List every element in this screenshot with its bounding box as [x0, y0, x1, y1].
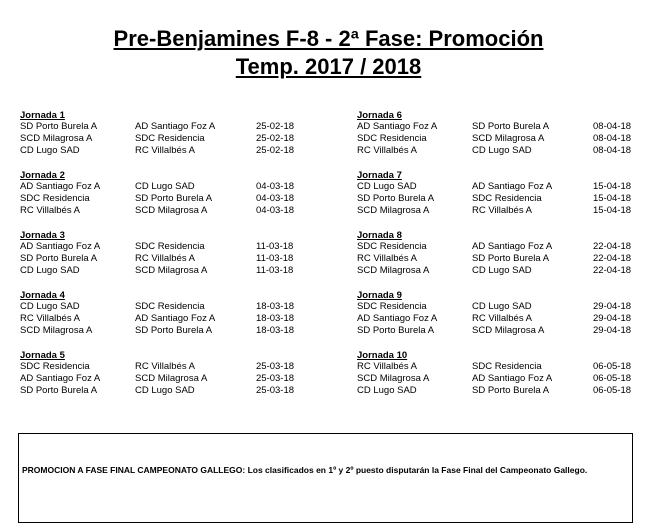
match-date: 15-04-18 — [593, 193, 632, 204]
round-title: Jornada 9 — [357, 290, 402, 301]
match-date: 11-03-18 — [256, 241, 294, 252]
away-team: RC Villalbés A — [472, 205, 533, 216]
match-date: 22-04-18 — [593, 265, 632, 276]
match-date: 06-05-18 — [593, 385, 632, 396]
away-team: RC Villalbés A — [135, 361, 196, 372]
round-block — [357, 350, 632, 411]
match-date: 04-03-18 — [256, 193, 295, 204]
away-team: SCD Milagrosa A — [135, 373, 208, 384]
round-title: Jornada 5 — [20, 350, 65, 361]
match-date: 18-03-18 — [256, 301, 295, 312]
match-date: 25-02-18 — [256, 145, 295, 156]
home-team: AD Santiago Foz A — [357, 313, 438, 324]
home-team: SDC Residencia — [357, 133, 427, 144]
match-date: 25-03-18 — [256, 361, 295, 372]
round-block — [357, 290, 632, 351]
match-row — [20, 241, 294, 253]
match-row — [357, 253, 632, 265]
match-row — [20, 133, 295, 145]
match-date: 18-03-18 — [256, 325, 295, 336]
match-row — [357, 193, 632, 205]
match-row — [20, 253, 294, 265]
match-row — [357, 325, 632, 337]
home-team: RC Villalbés A — [20, 313, 81, 324]
away-team: RC Villalbés A — [135, 145, 196, 156]
away-team: SDC Residencia — [135, 301, 205, 312]
match-date: 08-04-18 — [593, 121, 632, 132]
match-row — [357, 181, 632, 193]
home-team: AD Santiago Foz A — [20, 181, 101, 192]
match-date: 06-05-18 — [593, 361, 632, 372]
match-date: 25-03-18 — [256, 385, 295, 396]
away-team: SDC Residencia — [135, 241, 205, 252]
away-team: SDC Residencia — [472, 361, 542, 372]
match-row — [20, 301, 295, 313]
home-team: RC Villalbés A — [357, 145, 418, 156]
match-row — [357, 361, 632, 373]
home-team: SCD Milagrosa A — [357, 265, 430, 276]
match-date: 08-04-18 — [593, 133, 632, 144]
match-row — [357, 301, 632, 313]
away-team: AD Santiago Foz A — [135, 313, 216, 324]
home-team: CD Lugo SAD — [20, 145, 80, 156]
match-date: 29-04-18 — [593, 313, 632, 324]
home-team: SCD Milagrosa A — [357, 373, 430, 384]
home-team: CD Lugo SAD — [20, 301, 80, 312]
match-date: 04-03-18 — [256, 181, 295, 192]
round-block — [20, 230, 294, 291]
round-block — [20, 290, 295, 351]
match-row — [20, 145, 295, 157]
round-title: Jornada 6 — [357, 110, 402, 121]
match-row — [20, 181, 295, 193]
match-row — [20, 325, 295, 337]
match-date: 06-05-18 — [593, 373, 632, 384]
home-team: SD Porto Burela A — [357, 193, 435, 204]
away-team: CD Lugo SAD — [135, 385, 195, 396]
match-date: 04-03-18 — [256, 205, 295, 216]
away-team: SD Porto Burela A — [135, 325, 213, 336]
match-date: 15-04-18 — [593, 205, 632, 216]
home-team: CD Lugo SAD — [357, 181, 417, 192]
away-team: SD Porto Burela A — [472, 253, 550, 264]
match-date: 25-02-18 — [256, 133, 295, 144]
match-row — [20, 361, 295, 373]
home-team: SD Porto Burela A — [20, 385, 98, 396]
home-team: SCD Milagrosa A — [357, 205, 430, 216]
away-team: SCD Milagrosa A — [472, 325, 545, 336]
round-title: Jornada 3 — [20, 230, 65, 241]
away-team: SD Porto Burela A — [135, 193, 213, 204]
match-row — [357, 121, 632, 133]
round-title: Jornada 8 — [357, 230, 402, 241]
away-team: SCD Milagrosa A — [472, 133, 545, 144]
match-date: 29-04-18 — [593, 325, 632, 336]
away-team: SDC Residencia — [135, 133, 205, 144]
match-row — [357, 313, 632, 325]
away-team: SCD Milagrosa A — [135, 265, 208, 276]
round-title: Jornada 2 — [20, 170, 65, 181]
home-team: SDC Residencia — [357, 301, 427, 312]
home-team: AD Santiago Foz A — [20, 373, 101, 384]
round-title: Jornada 7 — [357, 170, 402, 181]
match-date: 11-03-18 — [256, 265, 294, 276]
match-date: 22-04-18 — [593, 241, 632, 252]
match-row — [357, 241, 632, 253]
match-row — [357, 133, 632, 145]
round-title: Jornada 4 — [20, 290, 65, 301]
away-team: AD Santiago Foz A — [472, 241, 553, 252]
promotion-note-box — [18, 433, 633, 523]
match-row — [20, 121, 295, 133]
away-team: CD Lugo SAD — [135, 181, 195, 192]
match-row — [357, 385, 632, 397]
home-team: SD Porto Burela A — [357, 325, 435, 336]
home-team: SCD Milagrosa A — [20, 325, 93, 336]
match-row — [20, 193, 295, 205]
away-team: CD Lugo SAD — [472, 265, 532, 276]
match-row — [20, 313, 295, 325]
home-team: AD Santiago Foz A — [357, 121, 438, 132]
match-row — [20, 205, 295, 217]
round-block — [20, 110, 295, 171]
season-title: Temp. 2017 / 2018 — [235, 54, 422, 79]
match-date: 18-03-18 — [256, 313, 295, 324]
match-row — [357, 145, 632, 157]
home-team: SD Porto Burela A — [20, 121, 98, 132]
match-date: 11-03-18 — [256, 253, 294, 264]
match-date: 22-04-18 — [593, 253, 632, 264]
round-block — [357, 110, 632, 171]
round-title: Jornada 10 — [357, 350, 408, 361]
home-team: SCD Milagrosa A — [20, 133, 93, 144]
round-block — [20, 350, 295, 411]
round-block — [20, 170, 295, 231]
home-team: RC Villalbés A — [20, 205, 81, 216]
match-row — [20, 265, 294, 277]
match-date: 29-04-18 — [593, 301, 632, 312]
away-team: RC Villalbés A — [472, 313, 533, 324]
match-date: 08-04-18 — [593, 145, 632, 156]
away-team: SDC Residencia — [472, 193, 542, 204]
home-team: RC Villalbés A — [357, 361, 418, 372]
match-date: 25-02-18 — [256, 121, 295, 132]
home-team: SDC Residencia — [20, 361, 90, 372]
away-team: AD Santiago Foz A — [472, 373, 553, 384]
match-date: 15-04-18 — [593, 181, 632, 192]
page-title: Pre-Benjamines F-8 - 2ª Fase: Promoción — [113, 26, 544, 51]
round-title: Jornada 1 — [20, 110, 65, 121]
round-block — [357, 170, 632, 231]
home-team: SD Porto Burela A — [20, 253, 98, 264]
away-team: AD Santiago Foz A — [472, 181, 553, 192]
match-row — [357, 265, 632, 277]
match-date: 25-03-18 — [256, 373, 295, 384]
away-team: CD Lugo SAD — [472, 145, 532, 156]
rounds-column-left — [20, 110, 295, 411]
home-team: SDC Residencia — [357, 241, 427, 252]
away-team: SD Porto Burela A — [472, 385, 550, 396]
away-team: SD Porto Burela A — [472, 121, 550, 132]
away-team: CD Lugo SAD — [472, 301, 532, 312]
home-team: SDC Residencia — [20, 193, 90, 204]
rounds-column-right — [357, 110, 632, 411]
away-team: AD Santiago Foz A — [135, 121, 216, 132]
away-team: RC Villalbés A — [135, 253, 196, 264]
round-block — [357, 230, 632, 291]
match-row — [357, 205, 632, 217]
home-team: RC Villalbés A — [357, 253, 418, 264]
match-row — [20, 373, 295, 385]
home-team: AD Santiago Foz A — [20, 241, 101, 252]
promotion-note: PROMOCION A FASE FINAL CAMPEONATO GALLEGO: Los clasificados en 1º y 2º puesto disputarán la Fase Final del Campeonato Gallego. — [22, 465, 588, 475]
home-team: CD Lugo SAD — [20, 265, 80, 276]
match-row — [20, 385, 295, 397]
match-row — [357, 373, 632, 385]
home-team: CD Lugo SAD — [357, 385, 417, 396]
away-team: SCD Milagrosa A — [135, 205, 208, 216]
